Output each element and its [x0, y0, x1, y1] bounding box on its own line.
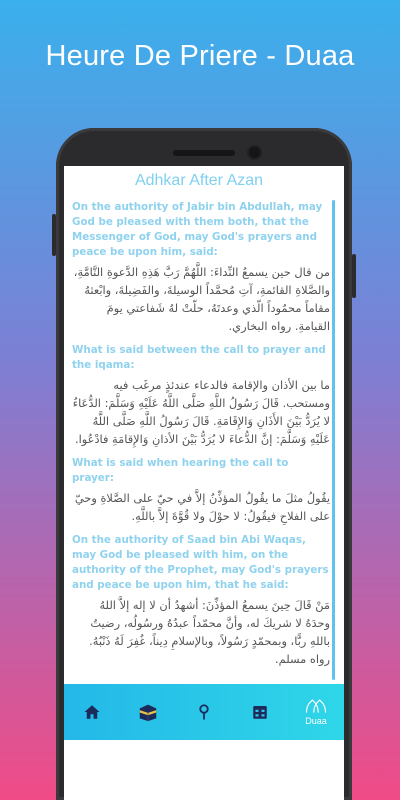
section-arabic-text: يقُولُ مثلَ ما يقُولُ المؤذِّنُ إلاَّ في حيّ على الصَّلاةِ وحيّ على الفلاحِ فيقُولُ: لا حوْلَ ولا قُوَّةَ إلاَّ باللَّهِ. — [74, 491, 330, 523]
phone-power-button — [352, 254, 356, 298]
phone-speaker — [173, 150, 235, 156]
calendar-icon — [251, 703, 269, 721]
section-heading: On the authority of Saad bin Abi Waqas, may God be pleased with him, on the authority of the Prophet, may God's prayers and peace be upon him, that he said: — [72, 534, 329, 591]
mosque-icon — [305, 698, 327, 714]
duaa-content[interactable] — [72, 200, 330, 680]
duaa-section — [72, 200, 330, 335]
scrollbar[interactable] — [332, 200, 335, 680]
section-heading: What is said when hearing the call to prayer: — [72, 457, 289, 484]
section-arabic-text: ما بين الأذان والإقامة فالدعاء عندئذٍ مرغَب فيه ومستحب. قَالَ رَسُولُ اللَّهِ صَلَّى اللَّهُ عَلَيْهِ وَسَلَّمَ: الدُّعَاءُ لا يُرَدُّ بَيْنَ الأَذَانِ وَالإِقَامَةِ. قَالَ رَسُولُ اللَّهِ صَلَّى اللَّهُ عَلَيْهِ وَسَلَّمَ: إنَّ الدُّعاءَ لا يُرَدُّ بَيْنَ الأذانِ وَالإِقامَةِ فادْعُوا. — [72, 378, 330, 446]
promo-title: Heure De Priere - Duaa — [45, 40, 355, 72]
phone-camera — [249, 147, 260, 158]
duaa-section — [72, 533, 330, 668]
section-heading: On the authority of Jabir bin Abdullah, may God be pleased with them both, that the Messenger of God, may God's prayers and peace be upon him, said: — [72, 201, 323, 258]
nav-item-calendar[interactable] — [240, 689, 280, 735]
nav-item-duaa[interactable] — [296, 689, 336, 735]
nav-item-qibla[interactable] — [128, 689, 168, 735]
phone-volume-button — [52, 214, 56, 256]
section-heading: What is said between the call to prayer and the iqama: — [72, 344, 326, 371]
nav-item-location[interactable] — [184, 689, 224, 735]
app-screen — [64, 166, 344, 800]
duaa-section — [72, 456, 330, 525]
section-arabic-text: مَنْ قَالَ حِينَ يسمعُ المؤذِّنَ: أشهدُ أن لا إله إلاَّ اللهُ وحدَهُ لا شريكَ له، وأنَّ محمّداً عبدُهُ ورسُولُه، رضيتُ باللهِ ربًّا، وبمحمّدٍ رَسُولاً، وبالإسلامِ دِيناً، غُفِرَ لَهُ ذَنْبُهُ. رواه مسلم. — [89, 598, 330, 666]
nav-item-home[interactable] — [72, 689, 112, 735]
kaaba-icon — [137, 701, 159, 723]
bottom-nav — [64, 684, 344, 740]
home-icon — [83, 703, 101, 721]
duaa-section — [72, 343, 330, 448]
pin-icon — [195, 703, 213, 721]
screen-title: Adhkar After Azan — [134, 172, 264, 189]
nav-label-duaa: Duaa — [305, 716, 327, 726]
section-arabic-text: من قال حين يسمعُ النِّداءَ: اللَّهُمَّ رَبَّ هَذِهِ الدَّعوةِ التَّامَّةِ، والصَّلاةِ القائمةِ، آتِ مُحمَّداً الوسيلةَ، والفَضِيلةَ، وابْعثهُ مقاماً محمُوداً الّذي وعدتَهُ، حلّتْ لهُ شَفاعتي يومَ القيامةِ. رواه البخاري. — [73, 265, 330, 333]
